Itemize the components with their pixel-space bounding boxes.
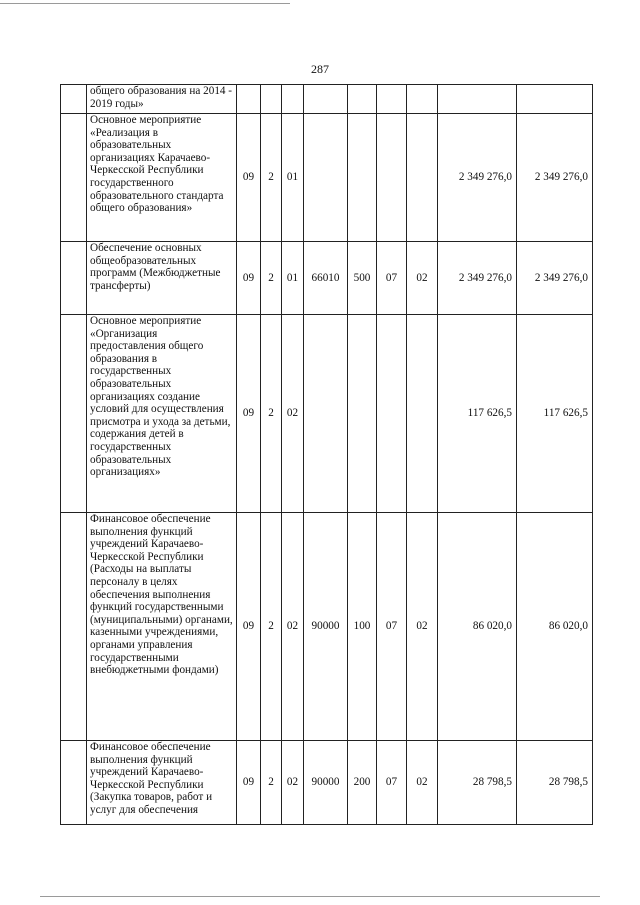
name-cell: Обеспечение основных общеобразовательных программ (Межбюджетные трансферты)	[87, 242, 237, 315]
subprogram-code-cell: 2	[261, 114, 282, 242]
table-row	[61, 85, 593, 114]
table-row	[61, 242, 593, 315]
scan-edge-bottom	[40, 896, 600, 897]
page-number: 287	[311, 62, 329, 76]
measure-code-cell: 01	[282, 114, 304, 242]
amount-cell: 28 798,5	[438, 741, 517, 825]
program-code-cell: 09	[237, 513, 261, 741]
budget-table	[60, 84, 593, 825]
expense-type-cell: 200	[348, 741, 377, 825]
subprogram-code-cell: 2	[261, 242, 282, 315]
subprogram-code-cell: 2	[261, 513, 282, 741]
amount-cell	[438, 85, 517, 114]
amount-cell: 117 626,5	[438, 315, 517, 513]
table-row	[61, 741, 593, 825]
amount-cell-2: 2 349 276,0	[517, 242, 593, 315]
direction-code-cell	[304, 315, 348, 513]
index-cell	[61, 85, 87, 114]
subsection-cell	[407, 315, 438, 513]
subsection-cell	[407, 114, 438, 242]
measure-code-cell: 02	[282, 513, 304, 741]
program-code-cell: 09	[237, 741, 261, 825]
table-body	[61, 85, 593, 825]
subprogram-code-cell: 2	[261, 315, 282, 513]
amount-cell-2: 86 020,0	[517, 513, 593, 741]
subprogram-code-cell	[261, 85, 282, 114]
table-row	[61, 513, 593, 741]
index-cell	[61, 114, 87, 242]
expense-type-cell	[348, 85, 377, 114]
subsection-cell: 02	[407, 242, 438, 315]
expense-type-cell	[348, 315, 377, 513]
subsection-cell	[407, 85, 438, 114]
index-cell	[61, 741, 87, 825]
name-cell: Финансовое обеспечение выполнения функций учреждений Карачаево-Черкесской Республики (Закупка товаров, работ и услуг для обеспечения	[87, 741, 237, 825]
direction-code-cell: 90000	[304, 741, 348, 825]
program-code-cell: 09	[237, 315, 261, 513]
section-cell	[377, 114, 407, 242]
subsection-cell: 02	[407, 741, 438, 825]
amount-cell-2	[517, 85, 593, 114]
subsection-cell: 02	[407, 513, 438, 741]
direction-code-cell	[304, 114, 348, 242]
measure-code-cell: 01	[282, 242, 304, 315]
amount-cell: 2 349 276,0	[438, 114, 517, 242]
amount-cell: 2 349 276,0	[438, 242, 517, 315]
section-cell	[377, 85, 407, 114]
program-code-cell	[237, 85, 261, 114]
index-cell	[61, 513, 87, 741]
section-cell	[377, 315, 407, 513]
subprogram-code-cell: 2	[261, 741, 282, 825]
name-cell: Финансовое обеспечение выполнения функций учреждений Карачаево-Черкесской Республики (Расходы на выплаты персоналу в целях обеспечения выполнения функций государственными (муниципальными) органами, казенными учреждениями, органами управления государственными внебюджетными фондами)	[87, 513, 237, 741]
program-code-cell: 09	[237, 242, 261, 315]
name-cell: Основное мероприятие «Организация предоставления общего образования в государственных образовательных организациях создание условий для осуществления присмотра и ухода за детьми, содержания детей в государственных образовательных организациях»	[87, 315, 237, 513]
direction-code-cell: 90000	[304, 513, 348, 741]
table-row	[61, 315, 593, 513]
measure-code-cell: 02	[282, 741, 304, 825]
name-cell: Основное мероприятие «Реализация в образовательных организациях Карачаево-Черкесской Республики государственного образовательного стандарта общего образования»	[87, 114, 237, 242]
expense-type-cell	[348, 114, 377, 242]
expense-type-cell: 100	[348, 513, 377, 741]
direction-code-cell	[304, 85, 348, 114]
direction-code-cell: 66010	[304, 242, 348, 315]
section-cell: 07	[377, 242, 407, 315]
amount-cell: 86 020,0	[438, 513, 517, 741]
amount-cell-2: 2 349 276,0	[517, 114, 593, 242]
measure-code-cell: 02	[282, 315, 304, 513]
scan-edge-top	[0, 3, 290, 4]
section-cell: 07	[377, 513, 407, 741]
index-cell	[61, 242, 87, 315]
expense-type-cell: 500	[348, 242, 377, 315]
index-cell	[61, 315, 87, 513]
program-code-cell: 09	[237, 114, 261, 242]
table-row	[61, 114, 593, 242]
measure-code-cell	[282, 85, 304, 114]
amount-cell-2: 28 798,5	[517, 741, 593, 825]
section-cell: 07	[377, 741, 407, 825]
name-cell: общего образования на 2014 - 2019 годы»	[87, 85, 237, 114]
amount-cell-2: 117 626,5	[517, 315, 593, 513]
